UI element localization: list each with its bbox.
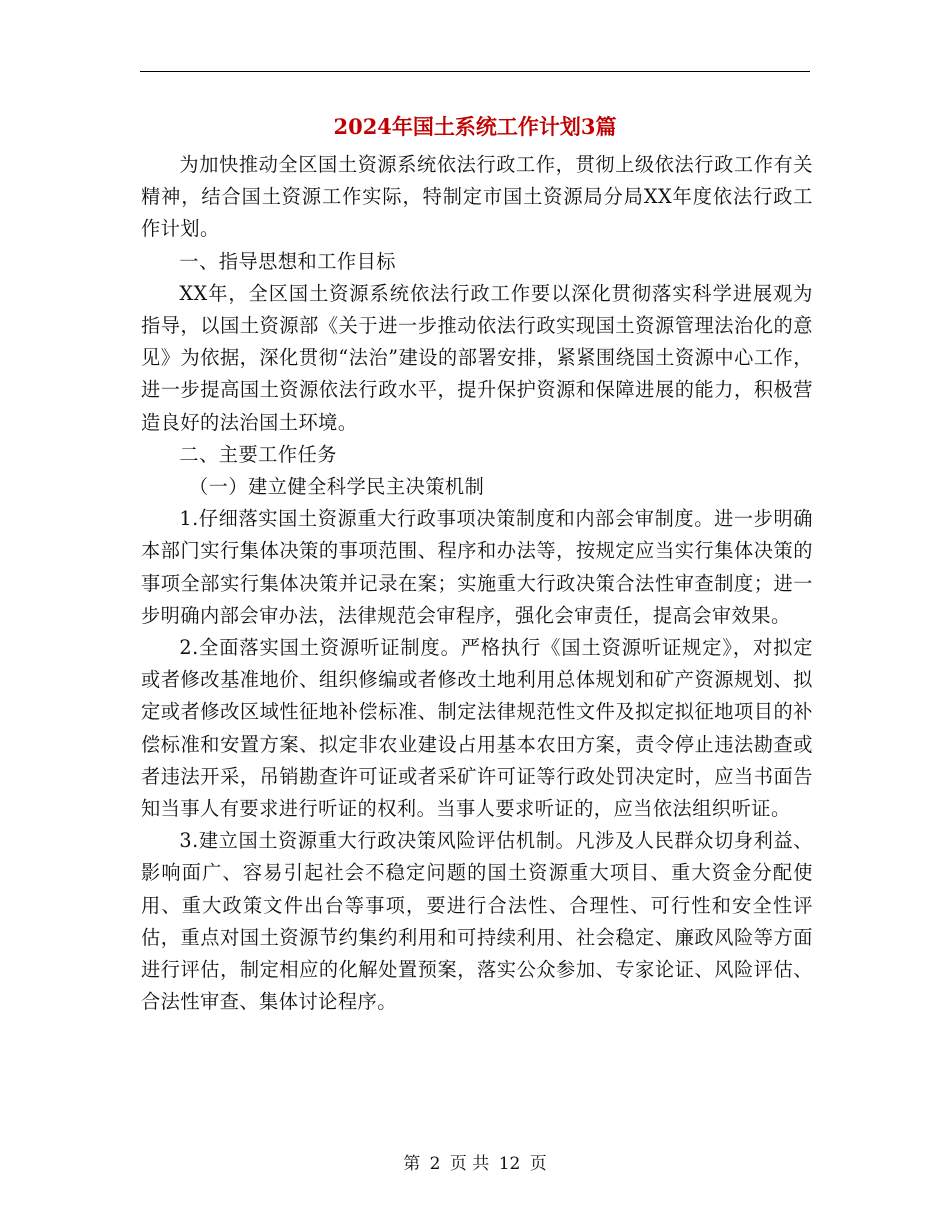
paragraph-item-3: 3.建立国土资源重大行政决策风险评估机制。凡涉及人民群众切身利益、影响面广、容易引起社会不稳定问题的国土资源重大项目、重大资金分配使用、重大政策文件出台等事项，要进行合法性、合理性、可行性和安全性评估，重点对国土资源节约集约利用和可持续利用、社会稳定、廉政风险等方面进行评估，制定相应的化解处置预案，落实公众参加、专家论证、风险评估、合法性审查、集体讨论程序。 [141, 829, 813, 1014]
paragraph-guiding-ideology: XX年，全区国土资源系统依法行政工作要以深化贯彻落实科学进展观为指导，以国土资源部《关于进一步推动依法行政实现国土资源管理法治化的意见》为依据，深化贯彻“法治”建设的部署安排，紧紧围绕国土资源中心工作，进一步提高国土资源依法行政水平，提升保护资源和保障进展的能力，积极营造良好的法治国土环境。 [141, 281, 813, 434]
header-rule [140, 71, 810, 72]
footer-prefix: 第 [403, 1154, 421, 1174]
heading-main-tasks: 二、主要工作任务 [179, 442, 337, 466]
paragraph-item-2: 2.全面落实国土资源听证制度。严格执行《国土资源听证规定》，对拟定或者修改基准地价、组织修编或者修改土地利用总体规划和矿产资源规划、拟定或者修改区域性征地补偿标准、制定法律规范性文件及拟定拟征地项目的补偿标准和安置方案、拟定非农业建设占用基本农田方案，责令停止违法勘查或者违法开采，吊销勘查许可证或者采矿许可证等行政处罚决定时，应当书面告知当事人有要求进行听证的权利。当事人要求听证的，应当依法组织听证。 [141, 636, 813, 821]
heading-guiding-ideology: 一、指导思想和工作目标 [179, 249, 396, 273]
subheading-decision-mechanism: （一）建立健全科学民主决策机制 [189, 475, 485, 499]
page-footer [140, 1152, 810, 1176]
footer-middle: 页 共 [449, 1154, 490, 1174]
paragraph-intro: 为加快推动全区国土资源系统依法行政工作，贯彻上级依法行政工作有关精神，结合国土资源工作实际，特制定市国土资源局分局XX年度依法行政工作计划。 [141, 153, 813, 241]
document-title: 2024年国土系统工作计划3篇 [333, 114, 617, 139]
paragraph-item-1: 1.仔细落实国土资源重大行政事项决策制度和内部会审制度。进一步明确本部门实行集体决策的事项范围、程序和办法等，按规定应当实行集体决策的事项全部实行集体决策并记录在案；实施重大行政决策合法性审查制度；进一步明确内部会审办法，法律规范会审程序，强化会审责任，提高会审效果。 [141, 507, 813, 627]
footer-suffix: 页 [529, 1154, 547, 1174]
document-body [141, 149, 813, 1018]
footer-page-number: 2 [429, 1154, 441, 1174]
footer-total-pages: 12 [498, 1154, 521, 1174]
